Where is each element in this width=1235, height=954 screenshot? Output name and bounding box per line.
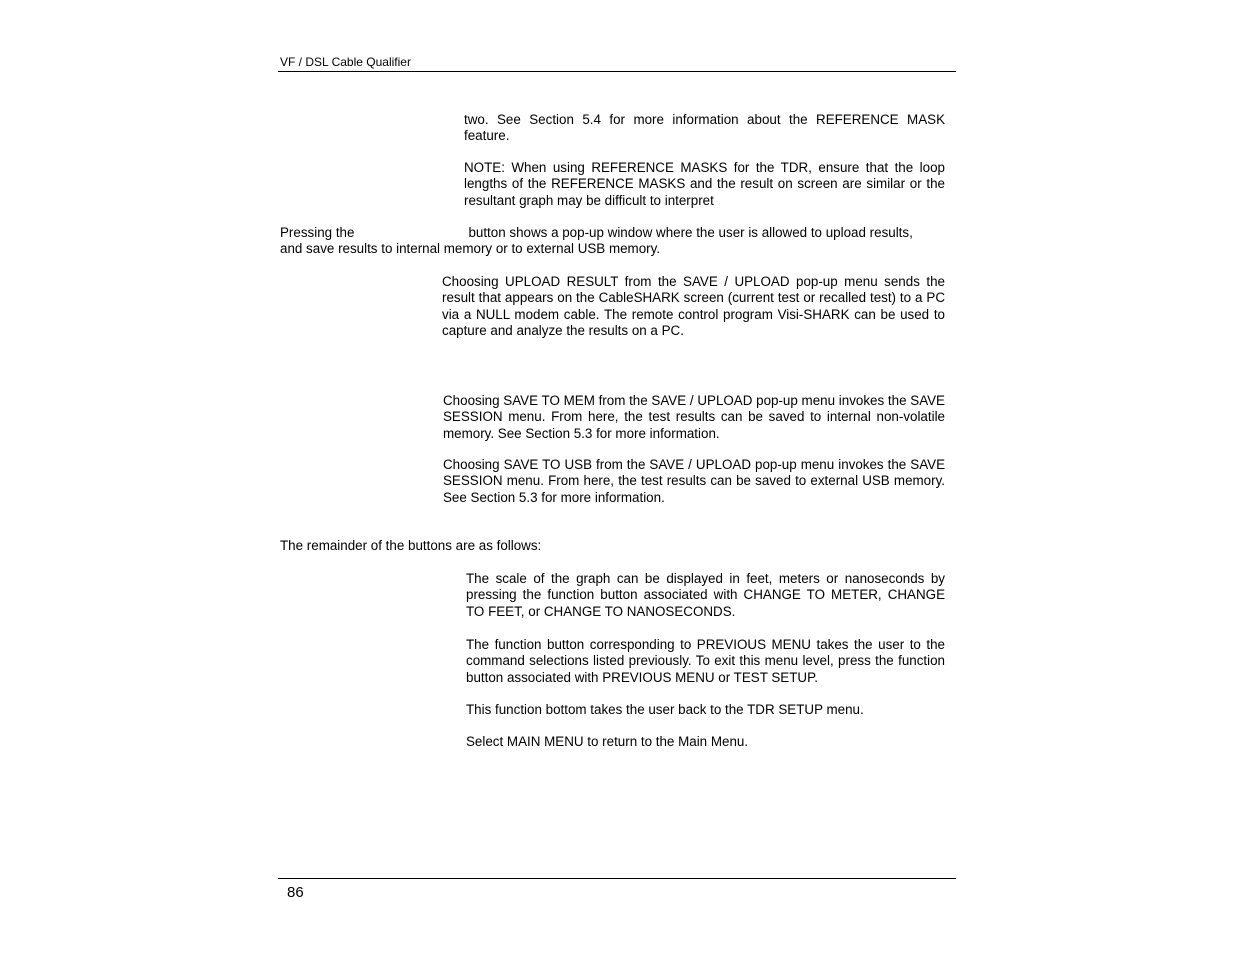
main-menu-paragraph: Select MAIN MENU to return to the Main Menu.	[466, 734, 749, 749]
save-to-usb-paragraph: Choosing SAVE TO USB from the SAVE / UPLOAD pop-up menu invokes the SAVE SESSION menu. From here, the test results can be saved to external USB memory. See Section 5.3 for more information.	[443, 457, 945, 505]
previous-menu-paragraph: The function button corresponding to PREVIOUS MENU takes the user to the command selections listed previously. To exit this menu level, press the function button associated with PREVIOUS MENU or TEST SETUP.	[466, 637, 945, 685]
running-header: VF / DSL Cable Qualifier	[280, 55, 411, 69]
page-number: 86	[287, 884, 304, 901]
pressing-lead-text: Pressing the	[280, 225, 355, 240]
reference-mask-continuation: two. See Section 5.4 for more information about the REFERENCE MASK feature.	[464, 112, 945, 144]
header-rule	[278, 71, 956, 72]
save-upload-intro-line1	[280, 225, 950, 241]
reference-mask-note: NOTE: When using REFERENCE MASKS for the TDR, ensure that the loop lengths of the REFERENCE MASKS and the result on screen are similar or the resultant graph may be difficult to interpret	[464, 160, 945, 208]
scale-paragraph: The scale of the graph can be displayed in feet, meters or nanoseconds by pressing the function button associated with CHANGE TO METER, CHANGE TO FEET, or CHANGE TO NANOSECONDS.	[466, 571, 945, 619]
save-upload-intro-line2: and save results to internal memory or to external USB memory.	[280, 241, 661, 257]
save-upload-intro	[280, 225, 950, 258]
tdr-setup-paragraph: This function bottom takes the user back to the TDR SETUP menu.	[466, 702, 864, 717]
save-to-mem-paragraph: Choosing SAVE TO MEM from the SAVE / UPLOAD pop-up menu invokes the SAVE SESSION menu. From here, the test results can be saved to internal non-volatile memory. See Section 5.3 for more information.	[443, 393, 945, 441]
pressing-rest-text: button shows a pop-up window where the user is allowed to upload results,	[468, 225, 913, 240]
remainder-intro: The remainder of the buttons are as follows:	[280, 538, 542, 553]
footer-rule	[278, 878, 956, 879]
upload-result-paragraph: Choosing UPLOAD RESULT from the SAVE / UPLOAD pop-up menu sends the result that appears on the CableSHARK screen (current test or recalled test) to a PC via a NULL modem cable. The remote control program Visi-SHARK can be used to capture and analyze the results on a PC.	[442, 274, 945, 338]
